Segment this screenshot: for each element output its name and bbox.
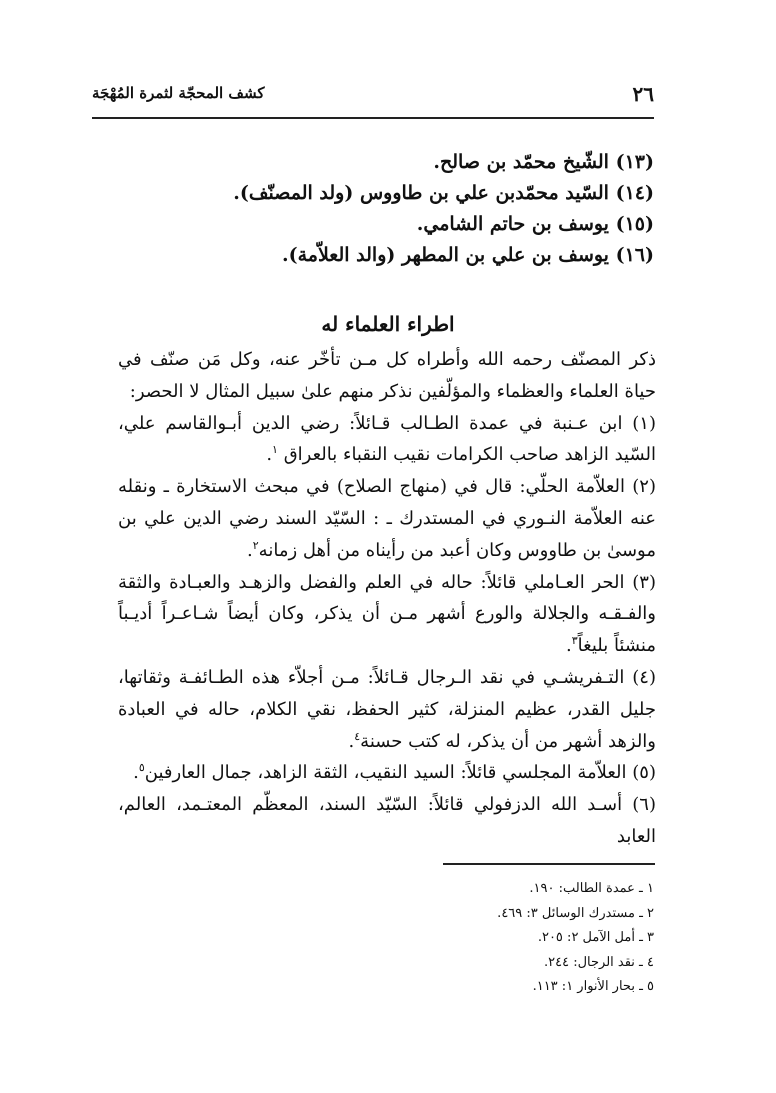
- footnote: ٤ ـ نقد الرجال: ٢٤٤.: [543, 954, 654, 970]
- section-heading: اطراء العلماء له: [321, 312, 455, 336]
- paragraph: (٤) التـفريشـي في نقد الـرجال قـائلاً: مـن أجلاّء هذه الطـائفـة وثقاتها، جليل القدر، عظيم المنزلة، كثير الحفظ، نقي الكلام، حاله في العبادة والزهد أشهر من أن يذكر، له كتب حسنة$^٤$.: [118, 666, 656, 752]
- page-number: ٢٦: [632, 82, 654, 106]
- footnote-ref[interactable]: ٤: [354, 729, 361, 743]
- footnote-ref[interactable]: ٢: [252, 538, 259, 552]
- footnote: ٥ ـ بحار الأنوار ١: ١١٣.: [532, 979, 654, 994]
- list-item: (١٣) الشّيخ محمّد بن صالح.: [433, 151, 654, 173]
- footnote-ref[interactable]: ١: [272, 443, 278, 457]
- paragraph-text: (١) ابن عـنبة في عمدة الطـالب قـائلاً: رضي الدين أبـوالقاسم علي، السّيد الزاهد صاحب الكرامات نقيب النقباء بالعراق: [118, 412, 656, 466]
- list-item: (١٥) يوسف بن حاتم الشامي.: [416, 213, 654, 235]
- paragraph-text: (٤) التـفريشـي في نقد الـرجال قـائلاً: مـن أجلاّء هذه الطـائفـة وثقاتها، جليل القدر، عظيم المنزلة، كثير الحفظ، نقي الكلام، حاله في العبادة والزهد أشهر من أن يذكر، له كتب حسنة: [118, 666, 656, 752]
- paragraph-text: ذكر المصنّف رحمه الله وأطراه كل مـن تأخّر عنه، وكل مَن صنّف في حياة العلماء والعظماء والمؤلّفين نذكر منهم علىٰ سبيل المثال لا الحصر:: [118, 349, 656, 402]
- footnote-divider: [443, 863, 655, 865]
- paragraph: [118, 789, 656, 853]
- footnote-ref[interactable]: ٣: [571, 634, 578, 648]
- paragraph-text: (٥) العلاّمة المجلسي قائلاً: السيد النقيب، الثقة الزاهد، جمال العارفين: [144, 762, 656, 784]
- paragraph: (٣) الحر العـاملي قائلاً: حاله في العلم والفضل والزهـد والعبـادة والثقة والفـقـه والجلالة والورع أشهر مـن أن يذكر، وكان أيضاً شـاعـراً أديـباً منشئاً بليغاً$^٣$.: [118, 571, 656, 657]
- paragraph: [118, 344, 656, 408]
- list-item: (١٦) يوسف بن علي بن المطهر (والد العلاّمة).: [282, 244, 654, 266]
- header-divider: [92, 117, 654, 119]
- paragraph-text: (٢) العلاّمة الحلّي: قال في (منهاج الصلاح) في مبحث الاستخارة ـ ونقله عنه العلاّمة النـوري في المستدرك ـ : السّيّد السند رضي الدين علي بن موسىٰ بن طاووس وكان أعبد من رأيناه من أهل زمانه: [118, 476, 656, 561]
- footnote: ١ ـ عمدة الطالب: ١٩٠.: [529, 881, 654, 896]
- paragraph-text: (٣) الحر العـاملي قائلاً: حاله في العلم والفضل والزهـد والعبـادة والثقة والفـقـه والجلالة والورع أشهر مـن أن يذكر، وكان أيضاً شـاعـراً أديـباً منشئاً بليغاً: [118, 571, 656, 657]
- footnote-ref[interactable]: ٥: [138, 761, 145, 775]
- footnotes-list: [254, 877, 654, 1000]
- footnote: ٢ ـ مستدرك الوسائل ٣: ٤٦٩.: [497, 905, 654, 921]
- students-list: [214, 147, 654, 271]
- paragraph-text: (٦) أسـد الله الدزفولي قائلاً: السّيّد السند، المعظّم المعتـمد، العالم، العابد: [118, 794, 656, 847]
- paragraph: (٢) العلاّمة الحلّي: قال في (منهاج الصلاح) في مبحث الاستخارة ـ ونقله عنه العلاّمة النـوري في المستدرك ـ : السّيّد السند رضي الدين علي بن موسىٰ بن طاووس وكان أعبد من رأيناه من أهل زمانه$^٢$.: [118, 476, 656, 561]
- running-header: [92, 80, 654, 110]
- footnote: ٣ ـ أمل الآمل ٢: ٢٠٥.: [537, 930, 654, 945]
- paragraph: (٥) العلاّمة المجلسي قائلاً: السيد النقيب، الثقة الزاهد، جمال العارفين$^٥$.: [133, 761, 656, 784]
- book-title: كشف المحجّة لثمرة المُهْجَة: [92, 84, 265, 102]
- list-item: (١٤) السّيد محمّدبن علي بن طاووس (ولد المصنّف).: [233, 182, 654, 204]
- paragraph: (١) ابن عـنبة في عمدة الطـالب قـائلاً: رضي الدين أبـوالقاسم علي، السّيد الزاهد صاحب الكرامات نقيب النقباء بالعراق $^١$.: [118, 412, 656, 466]
- body-text: [118, 344, 656, 853]
